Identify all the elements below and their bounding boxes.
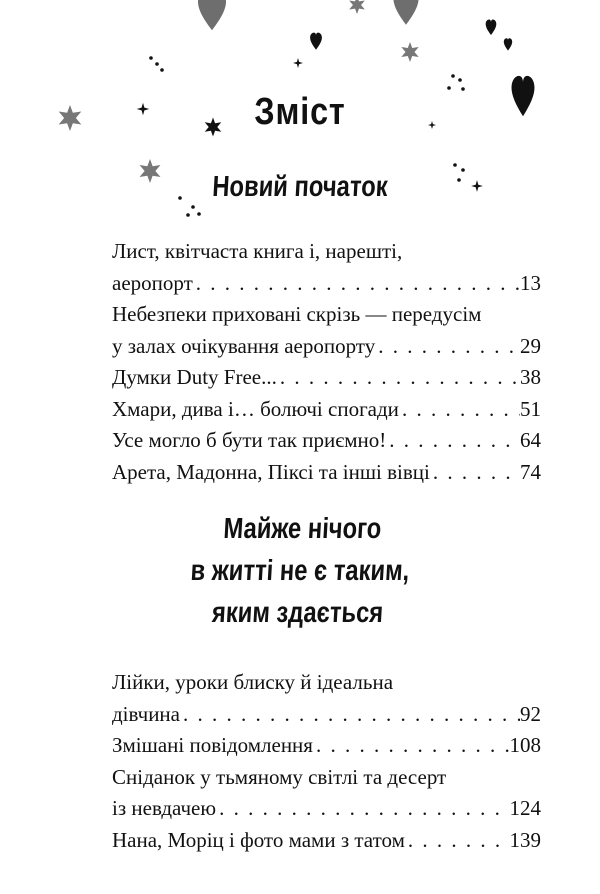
toc-entry-text: Змішані повідомлення [112,733,313,757]
page-number: 51 [520,396,541,421]
toc-entry[interactable] [112,762,541,825]
section-heading-line: в житті не є таким, [189,555,411,587]
section-heading-line: яким здається [211,597,385,629]
toc-list-1 [112,236,541,488]
page-number: 29 [520,333,541,358]
dot-leader [405,825,510,857]
section-heading-1 [53,171,547,204]
dot-leader [277,362,520,394]
toc-entry[interactable] [112,362,541,394]
heart-icon [310,33,322,50]
star-icon [401,42,418,62]
toc-entry[interactable] [112,825,541,857]
page-number: 92 [520,701,541,726]
toc-entry[interactable] [112,299,541,362]
page-title: Зміст [254,91,346,133]
section-heading-line: Майже нічого [222,513,383,545]
heart-icon [198,0,226,30]
toc-entry-text: у залах очікування аеропорту [112,333,376,358]
dot-leader [399,394,520,426]
toc-entry[interactable] [112,236,541,299]
toc-entry-text: Небезпеки приховані скрізь — передусім [112,302,482,326]
toc-entry-text: Лійки, уроки блиску й ідеальна [112,670,394,694]
page-number: 74 [520,459,541,484]
dot-leader [386,425,520,457]
toc-entry-text: Арета, Мадонна, Піксі та інші вівці [112,459,430,484]
heart-icon [486,20,497,36]
section-heading-line: Новий початок [211,171,389,203]
dot-leader [375,331,520,363]
star-icon [293,58,303,68]
toc-entry[interactable] [112,457,541,489]
dot-leader [313,730,510,762]
toc-entry[interactable] [112,730,541,762]
page-number: 38 [520,365,541,389]
toc-entry-text: Хмари, дива і… болючі спогади [112,396,399,421]
page-number: 139 [509,827,541,852]
page-number: 13 [520,270,541,295]
dot-leader [216,793,509,825]
toc-entry-text: Сніданок у тьмяному світлі та десерт [112,764,447,789]
toc-entry-text: дівчина [112,701,180,726]
toc-list-2 [112,667,541,856]
toc-entry-text: із невдачею [112,796,217,820]
toc-entry-text: Думки Duty Free... [112,365,277,389]
dot-leader [180,699,520,731]
toc-entry-text: Нана, Моріц і фото мами з татом [112,827,405,852]
page-number: 108 [509,733,541,757]
page-number: 64 [520,428,541,452]
section-heading-2 [50,508,549,634]
star-icon [349,0,365,14]
heart-icon [393,0,418,25]
toc-entry-text: аеропорт [112,270,193,295]
toc-entry-text: Лист, квітчаста книга і, нарешті, [112,239,403,263]
toc-entry[interactable] [112,667,541,730]
dot-leader [193,268,520,300]
page-number: 124 [509,796,541,820]
dot-leader [430,457,520,489]
toc-entry[interactable] [112,425,541,457]
toc-entry[interactable] [112,394,541,426]
heart-icon [504,38,512,50]
toc-entry-text: Усе могло б бути так приємно! [112,428,387,452]
